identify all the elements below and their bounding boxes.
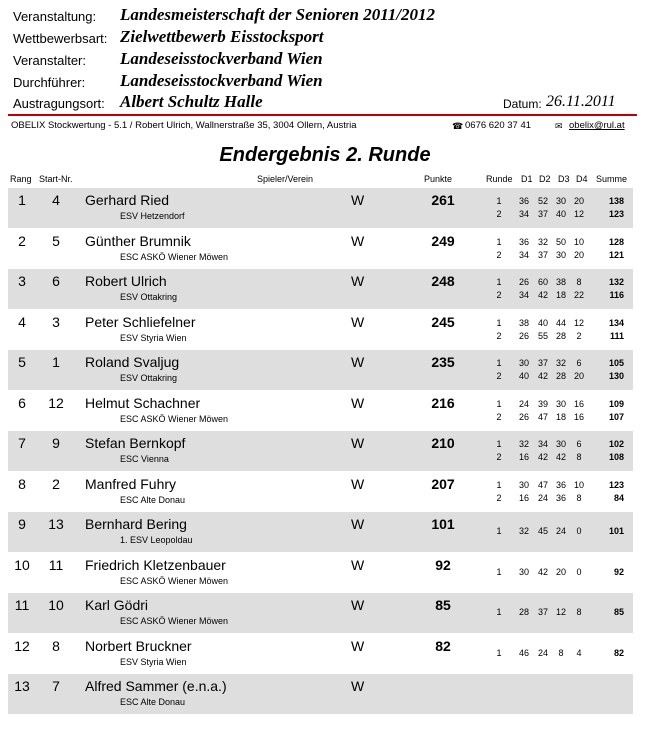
table-row [8, 431, 633, 471]
round-number: 1 [496, 479, 502, 490]
phone-icon: ☎ [452, 121, 464, 131]
round-number: 2 [496, 371, 502, 381]
round-number: 1 [496, 607, 502, 617]
rank-cell: 8 [18, 475, 26, 492]
category-cell: W [351, 475, 365, 492]
phone-number: 0676 620 37 41 [465, 120, 532, 131]
rank-cell: 4 [18, 313, 26, 330]
round-sum: 123 [608, 479, 624, 490]
club-name: ESC ASKÖ Wiener Möwen [120, 251, 229, 262]
rank-cell: 13 [14, 678, 30, 694]
category-cell: W [351, 678, 365, 694]
table-row [8, 472, 633, 512]
player-name: Bernhard Bering [85, 516, 187, 532]
round-d3: 12 [555, 607, 566, 617]
round-d3: 40 [555, 209, 566, 219]
round-d1: 32 [518, 439, 529, 449]
round-d4: 8 [576, 277, 582, 287]
field-label: Durchführer: [13, 75, 86, 90]
points-cell: 207 [431, 475, 455, 492]
col-summe: Summe [596, 174, 628, 184]
round-d3: 18 [555, 290, 566, 300]
round-d3: 36 [555, 492, 566, 503]
rank-cell: 11 [14, 597, 30, 613]
round-sum: 82 [613, 647, 624, 658]
col-d3: D3 [558, 174, 570, 184]
round-d3: 20 [555, 566, 566, 577]
round-d4: 20 [573, 249, 584, 260]
club-name: ESV Hetzendorf [120, 211, 185, 221]
club-name: ESC Alte Donau [120, 494, 186, 505]
round-d1: 16 [518, 492, 529, 503]
round-d4: 2 [576, 330, 582, 341]
round-number: 1 [496, 566, 502, 577]
category-cell: W [351, 313, 365, 330]
club-name: ESC ASKÖ Wiener Möwen [120, 575, 229, 586]
round-d4: 8 [576, 452, 582, 462]
round-d1: 34 [518, 290, 529, 300]
player-name: Alfred Sammer (e.n.a.) [85, 678, 227, 694]
points-cell: 92 [435, 556, 451, 573]
points-cell: 248 [431, 273, 455, 289]
round-d2: 47 [537, 411, 548, 422]
round-d2: 42 [537, 452, 548, 462]
club-name: ESV Styria Wien [120, 332, 187, 343]
round-d4: 8 [576, 607, 582, 617]
table-row [8, 593, 633, 633]
table-row [8, 310, 633, 350]
points-cell: 216 [431, 394, 455, 411]
round-number: 1 [496, 236, 502, 247]
round-d3: 30 [555, 398, 566, 409]
field-value: Albert Schultz Halle [120, 92, 263, 111]
round-d4: 20 [573, 371, 584, 381]
round-d4: 0 [576, 526, 582, 536]
round-number: 2 [496, 411, 502, 422]
points-cell: 82 [435, 637, 451, 654]
round-number: 1 [496, 398, 502, 409]
round-sum: 123 [608, 209, 624, 219]
points-cell: 261 [431, 192, 455, 208]
field-value: Landesmeisterschaft der Senioren 2011/2012 [120, 5, 435, 24]
player-name: Peter Schliefelner [85, 313, 196, 330]
col-d2: D2 [539, 174, 551, 184]
rank-cell: 1 [18, 192, 26, 208]
rank-cell: 7 [18, 435, 26, 451]
round-d1: 46 [518, 647, 529, 658]
start-number-cell: 12 [48, 394, 64, 411]
player-name: Stefan Bernkopf [85, 435, 186, 451]
round-d1: 26 [518, 277, 529, 287]
round-d1: 36 [518, 236, 529, 247]
table-row [8, 391, 633, 431]
round-d4: 10 [573, 236, 584, 247]
round-sum: 138 [608, 196, 624, 206]
col-punkte: Punkte [424, 174, 453, 184]
round-d2: 55 [537, 330, 548, 341]
field-value: Landeseisstockverband Wien [120, 49, 323, 68]
start-number-cell: 10 [48, 597, 64, 613]
round-d3: 32 [555, 358, 566, 368]
club-name: ESC ASKÖ Wiener Möwen [120, 413, 229, 424]
col-d1: D1 [521, 174, 533, 184]
table-row [8, 634, 633, 674]
round-d2: 45 [537, 526, 548, 536]
start-number-cell: 7 [52, 678, 60, 694]
club-name: ESV Styria Wien [120, 656, 187, 667]
field-value: Zielwettbewerb Eisstocksport [120, 27, 324, 46]
player-name: Robert Ulrich [85, 273, 167, 289]
round-d4: 16 [573, 398, 584, 409]
category-cell: W [351, 597, 365, 613]
round-number: 1 [496, 439, 502, 449]
date-label: Datum: [503, 97, 542, 111]
round-sum: 84 [613, 492, 624, 503]
col-runde: Runde [486, 174, 513, 184]
round-number: 1 [496, 526, 502, 536]
player-name: Roland Svaljug [85, 354, 180, 370]
club-name: ESC Vienna [120, 454, 169, 464]
round-number: 2 [496, 330, 502, 341]
round-sum: 130 [608, 371, 624, 381]
category-cell: W [351, 354, 365, 370]
header-row-veranstaltung [0, 5, 650, 27]
round-d1: 38 [518, 317, 529, 328]
player-name: Helmut Schachner [85, 394, 201, 411]
round-d2: 34 [537, 439, 548, 449]
col-rang: Rang [10, 174, 32, 184]
category-cell: W [351, 435, 365, 451]
start-number-cell: 13 [48, 516, 64, 532]
col-start: Start-Nr. [39, 174, 73, 184]
player-name: Karl Gödri [85, 597, 149, 613]
round-sum: 134 [608, 317, 624, 328]
round-d2: 60 [537, 277, 548, 287]
round-d2: 37 [537, 607, 548, 617]
player-name: Manfred Fuhry [85, 475, 177, 492]
round-d1: 36 [518, 196, 529, 206]
round-d2: 32 [537, 236, 548, 247]
round-d2: 42 [537, 566, 548, 577]
field-value: Landeseisstockverband Wien [120, 71, 323, 90]
round-number: 2 [496, 209, 502, 219]
round-d4: 12 [573, 209, 584, 219]
round-d3: 38 [555, 277, 566, 287]
category-cell: W [351, 516, 365, 532]
round-d1: 28 [518, 607, 529, 617]
col-player: Spieler/Verein [257, 174, 314, 184]
points-cell: 249 [431, 232, 455, 249]
player-name: Günther Brumnik [85, 232, 191, 249]
round-d3: 36 [555, 479, 566, 490]
round-d1: 30 [518, 358, 529, 368]
start-number-cell: 1 [52, 354, 60, 370]
category-cell: W [351, 637, 365, 654]
rank-cell: 9 [18, 516, 26, 532]
round-number: 2 [496, 290, 502, 300]
round-number: 2 [496, 249, 502, 260]
table-row [8, 350, 633, 390]
round-d4: 4 [576, 647, 582, 658]
rank-cell: 2 [18, 232, 26, 249]
category-cell: W [351, 273, 365, 289]
rank-cell: 3 [18, 273, 26, 289]
round-sum: 128 [608, 236, 624, 247]
round-d4: 6 [576, 358, 582, 368]
club-name: ESC Alte Donau [120, 697, 186, 707]
round-d2: 37 [537, 209, 548, 219]
round-d3: 50 [555, 236, 566, 247]
round-sum: 107 [608, 411, 624, 422]
organizer-info: OBELIX Stockwertung - 5.1 / Robert Ulrich, Wallnerstraße 35, 3004 Ollern, Austria [11, 120, 357, 131]
player-name: Gerhard Ried [85, 192, 170, 208]
category-cell: W [351, 232, 365, 249]
start-number-cell: 5 [52, 232, 60, 249]
round-sum: 85 [613, 607, 624, 617]
rank-cell: 10 [14, 556, 30, 573]
round-sum: 92 [613, 566, 624, 577]
round-d3: 44 [555, 317, 566, 328]
field-label: Wettbewerbsart: [13, 31, 108, 46]
round-number: 1 [496, 358, 502, 368]
table-row [8, 269, 633, 309]
mail-icon: ✉ [555, 121, 563, 131]
points-cell: 235 [431, 354, 455, 370]
category-cell: W [351, 556, 365, 573]
round-number: 2 [496, 452, 502, 462]
table-row [8, 229, 633, 269]
round-sum: 101 [608, 526, 624, 536]
round-d2: 47 [537, 479, 548, 490]
round-sum: 108 [608, 452, 624, 462]
round-sum: 116 [609, 290, 624, 300]
category-cell: W [351, 192, 365, 208]
round-sum: 111 [609, 330, 624, 341]
round-d3: 30 [555, 439, 566, 449]
club-name: 1. ESV Leopoldau [120, 535, 193, 545]
round-sum: 121 [608, 249, 624, 260]
round-d4: 22 [573, 290, 584, 300]
round-d3: 30 [555, 249, 566, 260]
round-number: 1 [496, 277, 502, 287]
table-row [8, 553, 633, 593]
round-d4: 16 [573, 411, 584, 422]
round-d3: 18 [555, 411, 566, 422]
club-name: ESV Ottakring [120, 373, 178, 383]
points-cell: 101 [431, 516, 455, 532]
round-d4: 20 [573, 196, 584, 206]
round-sum: 109 [608, 398, 624, 409]
round-d3: 28 [555, 330, 566, 341]
rank-cell: 5 [18, 354, 26, 370]
round-d1: 40 [518, 371, 529, 381]
points-cell: 245 [431, 313, 455, 330]
round-d1: 30 [518, 566, 529, 577]
rank-cell: 6 [18, 394, 26, 411]
player-name: Friedrich Kletzenbauer [85, 556, 226, 573]
round-d3: 42 [555, 452, 566, 462]
date-value: 26.11.2011 [546, 93, 616, 110]
col-d4: D4 [576, 174, 588, 184]
round-d4: 10 [573, 479, 584, 490]
start-number-cell: 3 [52, 313, 60, 330]
start-number-cell: 9 [52, 435, 60, 451]
start-number-cell: 11 [48, 556, 64, 573]
start-number-cell: 2 [52, 475, 60, 492]
round-number: 1 [496, 196, 502, 206]
round-number: 1 [496, 647, 502, 658]
page-title: Endergebnis 2. Runde [219, 144, 431, 166]
table-row [8, 674, 633, 714]
round-d1: 34 [518, 249, 529, 260]
rank-cell: 12 [14, 637, 30, 654]
header-divider [8, 114, 637, 116]
round-d4: 0 [576, 566, 582, 577]
round-d1: 26 [518, 411, 529, 422]
field-label: Veranstalter: [13, 53, 86, 68]
round-d4: 6 [576, 439, 582, 449]
round-d1: 34 [518, 209, 529, 219]
club-name: ESC ASKÖ Wiener Möwen [120, 616, 229, 626]
round-d2: 40 [537, 317, 548, 328]
round-d2: 37 [537, 358, 548, 368]
round-d3: 30 [555, 196, 566, 206]
header-row-wettbewerbsart [0, 27, 650, 49]
points-cell: 210 [431, 435, 455, 451]
round-d1: 16 [518, 452, 529, 462]
round-d2: 37 [537, 249, 548, 260]
field-label: Veranstaltung: [13, 9, 97, 24]
round-d2: 42 [537, 371, 548, 381]
round-sum: 105 [608, 358, 624, 368]
field-label: Austragungsort: [13, 96, 105, 111]
start-number-cell: 6 [52, 273, 60, 289]
round-d3: 8 [558, 647, 564, 658]
category-cell: W [351, 394, 365, 411]
round-d4: 12 [573, 317, 584, 328]
round-d1: 30 [518, 479, 529, 490]
round-d2: 24 [537, 492, 548, 503]
round-d3: 24 [555, 526, 566, 536]
round-d2: 24 [537, 647, 548, 658]
table-row [8, 188, 633, 228]
round-d1: 26 [518, 330, 529, 341]
round-d4: 8 [576, 492, 582, 503]
round-d1: 24 [518, 398, 529, 409]
header-row-austragungsort [0, 92, 650, 114]
header-row-veranstalter [0, 49, 650, 71]
club-name: ESV Ottakring [120, 292, 178, 302]
round-number: 2 [496, 492, 502, 503]
round-number: 1 [496, 317, 502, 328]
round-sum: 102 [608, 439, 624, 449]
round-d1: 32 [518, 526, 529, 536]
email-link[interactable]: obelix@rul.at [569, 120, 625, 131]
round-d2: 42 [537, 290, 548, 300]
round-d2: 52 [537, 196, 548, 206]
round-sum: 132 [608, 277, 624, 287]
round-d2: 39 [537, 398, 548, 409]
round-d3: 28 [555, 371, 566, 381]
player-name: Norbert Bruckner [85, 637, 192, 654]
header-row-durchfuehrer [0, 71, 650, 93]
points-cell: 85 [435, 597, 451, 613]
start-number-cell: 8 [52, 637, 60, 654]
table-row [8, 512, 633, 552]
start-number-cell: 4 [52, 192, 60, 208]
